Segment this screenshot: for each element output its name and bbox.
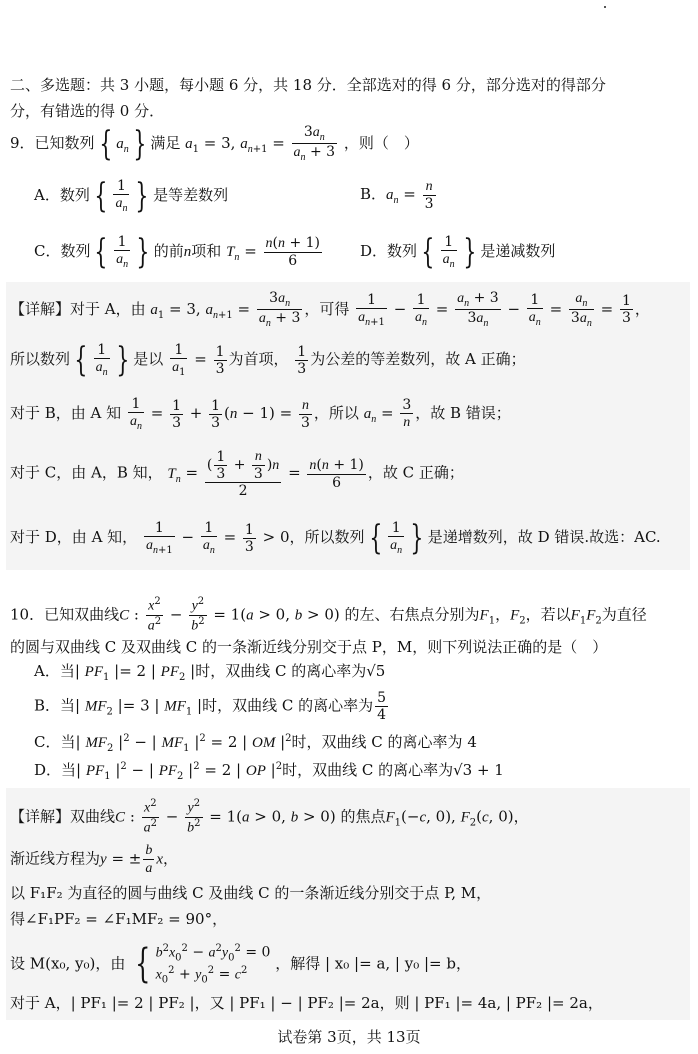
q10-option-a: A．当| $PF_1$ |= 2 | $PF_2$ |时，双曲线 C 的离心率为√5 [34,662,386,683]
q9-solution-line4: 对于 C，由 A，B 知， $T_n$ = ( $\frac{1}{3}$ + $\frac{n}{3}$ )n 2 = $\frac{n(n + 1)}{6}$ ，故 C 正确； [10,448,464,500]
q9-option-d: D．数列 { $\frac{1}{a_n}$ } 是递减数列 [360,232,556,273]
q10-solution-line4: 得∠F₁PF₂ = ∠F₁MF₂ = 90°， [10,910,228,928]
page-footer: 试卷第 3页，共 13页 [277,1028,421,1046]
q10-stem-line1: 10．已知双曲线C : $\frac{x^2}{a^2}$ − $\frac{y^2}{b^2}$ = 1(a > 0, b > 0) 的左、右焦点分别为$F_1$，$F_2$，若以$F_1F_2$为直径 [10,596,647,634]
q10-solution-line5: 设 M(x₀, y₀)，由 { $b^2x_0^2 - a^2y_0^2 = 0$ $x_0^2 + y_0^2 = c^2$ ，解得 | x₀ |= a, | y₀ |= b， [10,941,471,988]
q9-option-c: C．数列 { $\frac{1}{a_n}$ } 的前n项和 $T_n$ = $\frac{n(n + 1)}{6}$ [34,232,320,273]
section-header-line2: 分，有错选的得 0 分． [10,102,165,120]
q10-solution-line1: 【详解】双曲线C : $\frac{x^2}{a^2}$ − $\frac{y^2}{b^2}$ = 1(a > 0, b > 0) 的焦点$F_1(-c$, 0), $F_2(c$, 0)， [10,798,529,836]
q10-solution-line2: 渐近线方程为y = ± $\frac{b}{a}$ x， [10,843,179,877]
q10-option-d: D．当| $PF_1$ $|^2$ − | $PF_2$ $|^2 = 2$ | OP $|^2$时，双曲线 C 的离心率为√3 + 1 [34,761,504,782]
scan-speck [604,6,606,8]
section-header-line1: 二、多选题：共 3 小题，每小题 6 分，共 18 分．全部选对的得 6 分，部分选对的得部分 [10,76,606,94]
q9-stem: 9．已知数列 { $a_n$ } 满足 $a_1 = 3$, $a_{n+1}$ = $\frac{3a_n}{a_n + 3}$ ，则（ ） [10,123,419,164]
q9-option-b: B．$a_n$ = $\frac{n}{3}$ [360,179,434,213]
q9-solution-line5: 对于 D，由 A 知， $\frac{1}{a_{n+1}}$ − $\frac{1}{a_n}$ = $\frac{1}{3}$ > 0，所以数列 { $\frac{1}{a_n}$ } 是递增数列，故 D 错误.故选：AC. [10,518,661,559]
q10-option-b: B．当| $MF_2$ |= 3 | $MF_1$ |时，双曲线 C 的离心率为 $\frac{5}{4}$ [34,690,387,724]
q10-solution-line3: 以 F₁F₂ 为直径的圆与曲线 C 及曲线 C 的一条渐近线分别交于点 P, M， [10,884,492,902]
q9-option-a: A．数列 { $\frac{1}{a_n}$ } 是等差数列 [34,176,229,217]
q9-solution-line1: 【详解】对于 A，由 $a_1 = 3$, $a_{n+1}$ = $\frac{3a_n}{a_n + 3}$ ，可得 $\frac{1}{a_{n+1}}$ − $\frac{1}{a_n}$ = $\frac{a_n + 3}{3a_n}$ − $\frac{1}{a_n}$ = $\frac{a_n}{3a_n}$ = $\frac{1}{3}$ ， [10,290,650,330]
q10-solution-line6: 对于 A，| PF₁ |= 2 | PF₂ |，又 | PF₁ | − | PF₂ |= 2a，则 | PF₁ |= 4a, | PF₂ |= 2a， [10,994,603,1012]
q10-option-c: C．当| $MF_2$ $|^2$ − | $MF_1$ $|^2 = 2$ | OM $|^2$时，双曲线 C 的离心率为 4 [34,733,477,754]
q9-solution-line2: 所以数列 { $\frac{1}{a_n}$ } 是以 $\frac{1}{a_1}$ = $\frac{1}{3}$ 为首项， $\frac{1}{3}$ 为公差的等差数列，故 A 正确； [10,340,526,381]
q10-stem-line2: 的圆与双曲线 C 及双曲线 C 的一条渐近线分别交于点 P，M，则下列说法正确的是（ ） [10,638,608,656]
q9-solution-line3: 对于 B，由 A 知 $\frac{1}{a_n}$ = $\frac{1}{3}$ + $\frac{1}{3}$ (n − 1) = $\frac{n}{3}$ ，所以 $a_n$ = $\frac{3}{n}$ ，故 B 错误； [10,396,511,432]
